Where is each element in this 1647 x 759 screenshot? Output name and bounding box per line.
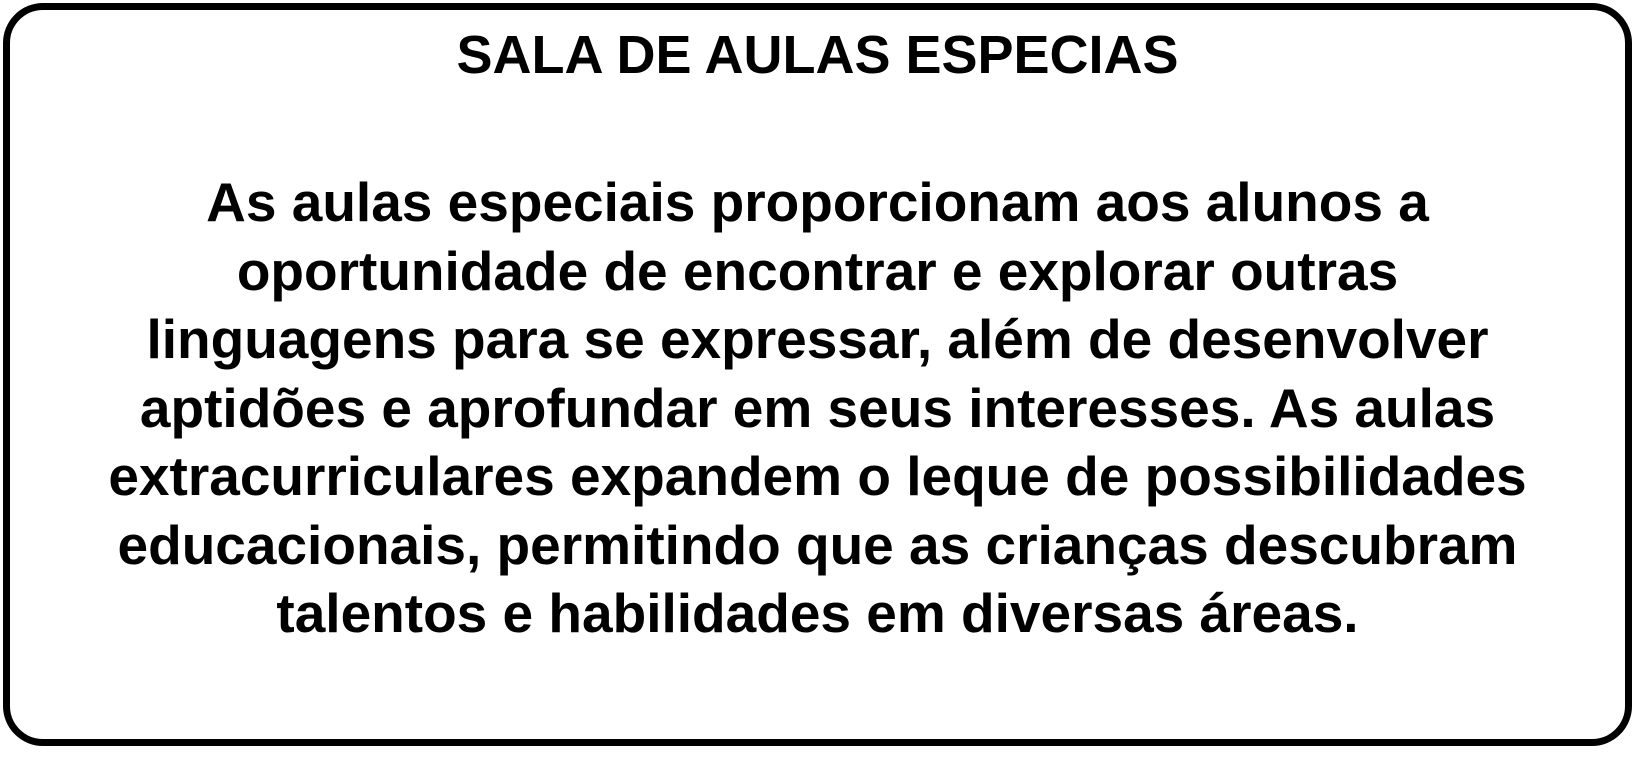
description-line: oportunidade de encontrar e explorar outras — [236, 239, 1399, 302]
description-line: educacionais, permitindo que as crianças descubram — [117, 513, 1518, 576]
description-line: As aulas especiais proporcionam aos alunos a — [206, 171, 1429, 233]
sign-card — [3, 3, 1632, 746]
description-line: aptidões e aprofundar em seus interesses. As aulas — [139, 376, 1496, 439]
description-line: extracurriculares expandem o leque de possibilidades — [108, 445, 1527, 507]
description-line: linguagens para se expressar, além de desenvolver — [146, 308, 1489, 370]
description-line: talentos e habilidades em diversas áreas. — [276, 582, 1359, 644]
sign-title: SALA DE AULAS ESPECIAS — [456, 25, 1179, 85]
sign-description — [10, 168, 1625, 648]
